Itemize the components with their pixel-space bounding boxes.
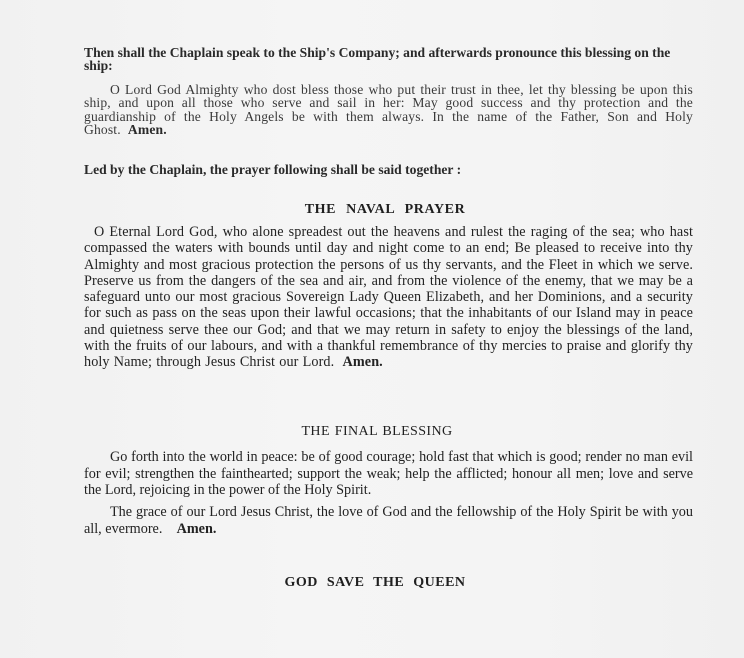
naval-prayer-paragraph (84, 224, 693, 371)
ship-blessing-text: O Lord God Almighty who dost bless those who put their trust in thee, let thy blessing be upon this ship, and upon all those who serve and sail in her: May good success and thy protection and the guardianship of the Holy Angels be with them always. In the name of the Father, Son and Holy Ghost. (84, 82, 693, 138)
grace-amen: Amen. (176, 520, 217, 537)
grace-text: The grace of our Lord Jesus Christ, the love of God and the fellowship of the Holy Spirit be with you all, evermore. (84, 504, 693, 537)
ship-blessing-amen: Amen. (127, 122, 167, 138)
ship-blessing-paragraph (84, 83, 693, 137)
naval-prayer-heading: THE NAVAL PRAYER (304, 202, 466, 217)
final-blessing-paragraph: Go forth into the world in peace: be of good courage; hold fast that which is good; render no man evil for evil; strengthen the fainthearted; support the weak; help the afflicted; honour all men; love and serve the Lord, rejoicing in the power of the Holy Spirit. (84, 449, 693, 499)
prayer-rubric: Led by the Chaplain, the prayer following shall be said together : (84, 162, 462, 177)
closing-heading: GOD SAVE THE QUEEN (284, 575, 466, 590)
naval-prayer-amen: Amen. (342, 354, 383, 371)
final-blessing-heading: THE FINAL BLESSING (301, 424, 453, 439)
naval-prayer-text: O Eternal Lord God, who alone spreadest out the heavens and rulest the raging of the sea; who hast compassed the waters with bounds until day and night come to an end; Be pleased to receive into thy Almighty and most gracious protection the persons of us thy servants, and the Fleet in which we serve. Preserve us from the dangers of the sea and air, and from the violence of the enemy, that we may be a safeguard unto our most gracious Sovereign Lady Queen Elizabeth, and her Dominions, and a security for such as pass on the seas upon their lawful occasions; that the inhabitants of our Island may in peace and quietness serve thee our God; and that we may return in safety to enjoy the blessings of the land, with the fruits of our labours, and with a thankful remembrance of thy mercies to praise and glorify thy holy Name; through Jesus Christ our Lord. (84, 224, 693, 371)
grace-paragraph (84, 504, 693, 537)
intro-rubric: Then shall the Chaplain speak to the Ship's Company; and afterwards pronounce this blessing on the ship: (84, 45, 671, 74)
